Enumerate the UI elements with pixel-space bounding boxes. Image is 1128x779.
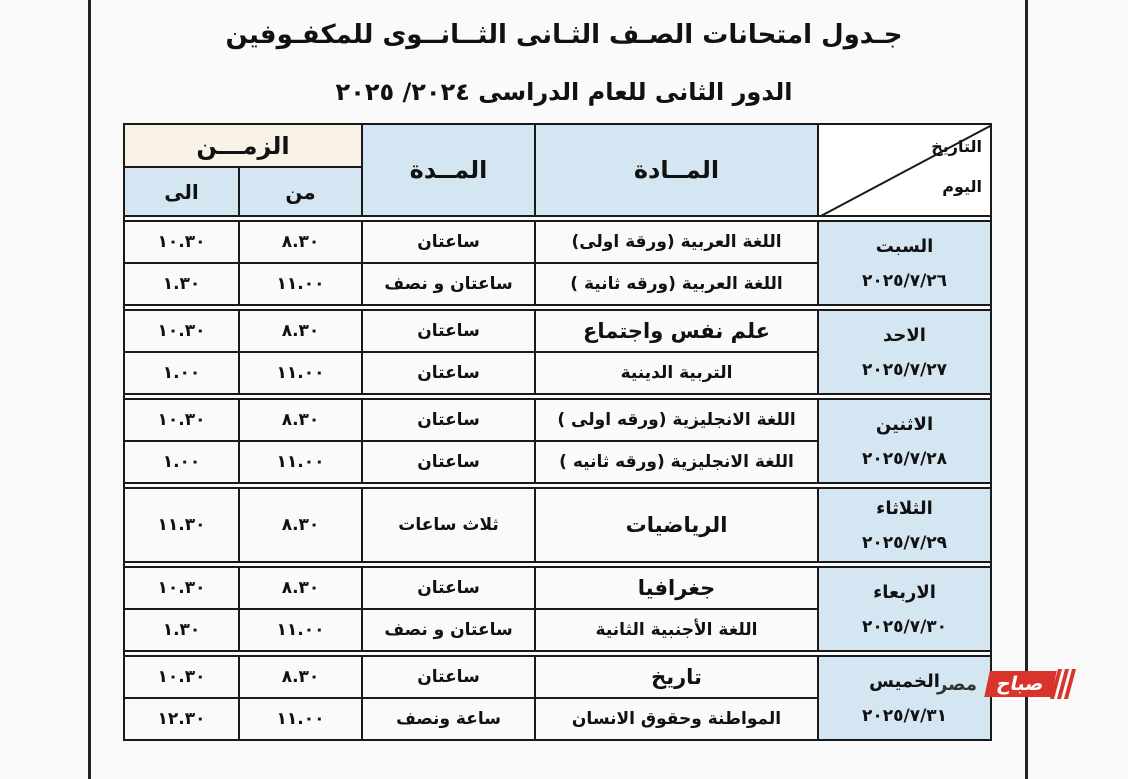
document-subtitle: الدور الثانى للعام الدراسى ٢٠٢٤/ ٢٠٢٥ (335, 78, 793, 106)
exam-duration: ساعتان (362, 352, 535, 394)
exam-end-time: ١.٣٠ (124, 609, 239, 651)
exam-end-time: ١٠.٣٠ (124, 656, 239, 698)
exam-date: ٢٠٢٥/٧/٢٦ (861, 270, 948, 291)
exam-subject: تاريخ (535, 656, 818, 698)
exam-duration: ثلاث ساعات (362, 488, 535, 562)
watermark-brand-text: مصر (936, 673, 978, 695)
exam-start-time: ٨.٣٠ (239, 399, 362, 441)
exam-duration: ساعتان (362, 221, 535, 263)
exam-start-time: ١١.٠٠ (239, 698, 362, 740)
logo-stripes-icon (1054, 669, 1072, 699)
exam-duration: ساعتان (362, 310, 535, 352)
exam-duration: ساعتان (362, 567, 535, 609)
exam-start-time: ١١.٠٠ (239, 441, 362, 483)
exam-duration: ساعتان و نصف (362, 609, 535, 651)
day-name: الخميس (869, 670, 940, 692)
exam-end-time: ١.٣٠ (124, 263, 239, 305)
exam-start-time: ٨.٣٠ (239, 488, 362, 562)
exam-start-time: ١١.٠٠ (239, 263, 362, 305)
exam-duration: ساعة ونصف (362, 698, 535, 740)
exam-row (124, 656, 991, 698)
exam-subject: التربية الدينية (535, 352, 818, 394)
exam-subject: اللغة العربية (ورقه ثانية ) (535, 263, 818, 305)
day-name: الاثنين (875, 413, 934, 435)
from-header: من (239, 167, 362, 216)
time-header: الزمـــن (124, 124, 362, 167)
day-date-cell (818, 221, 991, 305)
exam-end-time: ١.٠٠ (124, 352, 239, 394)
exam-subject: الرياضيات (535, 488, 818, 562)
exam-row (124, 310, 991, 352)
exam-duration: ساعتان و نصف (362, 263, 535, 305)
subject-header: المــادة (535, 124, 818, 216)
exam-date: ٢٠٢٥/٧/٢٧ (861, 359, 948, 380)
exam-end-time: ١٢.٣٠ (124, 698, 239, 740)
exam-start-time: ٨.٣٠ (239, 656, 362, 698)
duration-header: المــدة (362, 124, 535, 216)
watermark-logo (898, 665, 1076, 703)
exam-subject: اللغة الأجنبية الثانية (535, 609, 818, 651)
date-day-header (818, 124, 991, 216)
exam-row (124, 221, 991, 263)
exam-row (124, 488, 991, 562)
exam-subject: اللغة العربية (ورقة اولى) (535, 221, 818, 263)
exam-schedule-table (123, 123, 992, 741)
date-header-label: التاريخ (931, 137, 983, 156)
document-title: جـدول امتحانات الصـف الثـانى الثــانــوى للمكفـوفين (225, 20, 903, 50)
exam-start-time: ٨.٣٠ (239, 567, 362, 609)
day-date-cell (818, 488, 991, 562)
exam-end-time: ١٠.٣٠ (124, 221, 239, 263)
exam-end-time: ١.٠٠ (124, 441, 239, 483)
exam-end-time: ١٠.٣٠ (124, 399, 239, 441)
day-name: السبت (875, 235, 934, 257)
exam-start-time: ١١.٠٠ (239, 609, 362, 651)
exam-end-time: ١٠.٣٠ (124, 310, 239, 352)
day-header-label: اليوم (942, 177, 983, 196)
exam-date: ٢٠٢٥/٧/٣٠ (861, 616, 948, 637)
exam-duration: ساعتان (362, 441, 535, 483)
day-name: الاحد (883, 324, 926, 346)
exam-date: ٢٠٢٥/٧/٢٨ (861, 448, 948, 469)
exam-subject: المواطنة وحقوق الانسان (535, 698, 818, 740)
exam-date: ٢٠٢٥/٧/٣١ (861, 705, 948, 726)
exam-subject: اللغة الانجليزية (ورقه اولى ) (535, 399, 818, 441)
exam-row (124, 399, 991, 441)
exam-start-time: ٨.٣٠ (239, 310, 362, 352)
exam-end-time: ١٠.٣٠ (124, 567, 239, 609)
page-border-right (1025, 0, 1028, 779)
exam-date: ٢٠٢٥/٧/٢٩ (861, 532, 948, 553)
exam-start-time: ٨.٣٠ (239, 221, 362, 263)
page-border-left (88, 0, 91, 779)
exam-subject: جغرافيا (535, 567, 818, 609)
to-header: الى (124, 167, 239, 216)
watermark-brand-red: صباح (984, 671, 1056, 697)
exam-subject: علم نفس واجتماع (535, 310, 818, 352)
day-name: الاربعاء (873, 581, 936, 603)
exam-start-time: ١١.٠٠ (239, 352, 362, 394)
exam-subject: اللغة الانجليزية (ورقه ثانيه ) (535, 441, 818, 483)
day-date-cell (818, 567, 991, 651)
exam-row (124, 567, 991, 609)
exam-duration: ساعتان (362, 399, 535, 441)
day-date-cell (818, 310, 991, 394)
day-date-cell (818, 399, 991, 483)
day-name: الثلاثاء (876, 497, 933, 519)
exam-end-time: ١١.٣٠ (124, 488, 239, 562)
exam-duration: ساعتان (362, 656, 535, 698)
